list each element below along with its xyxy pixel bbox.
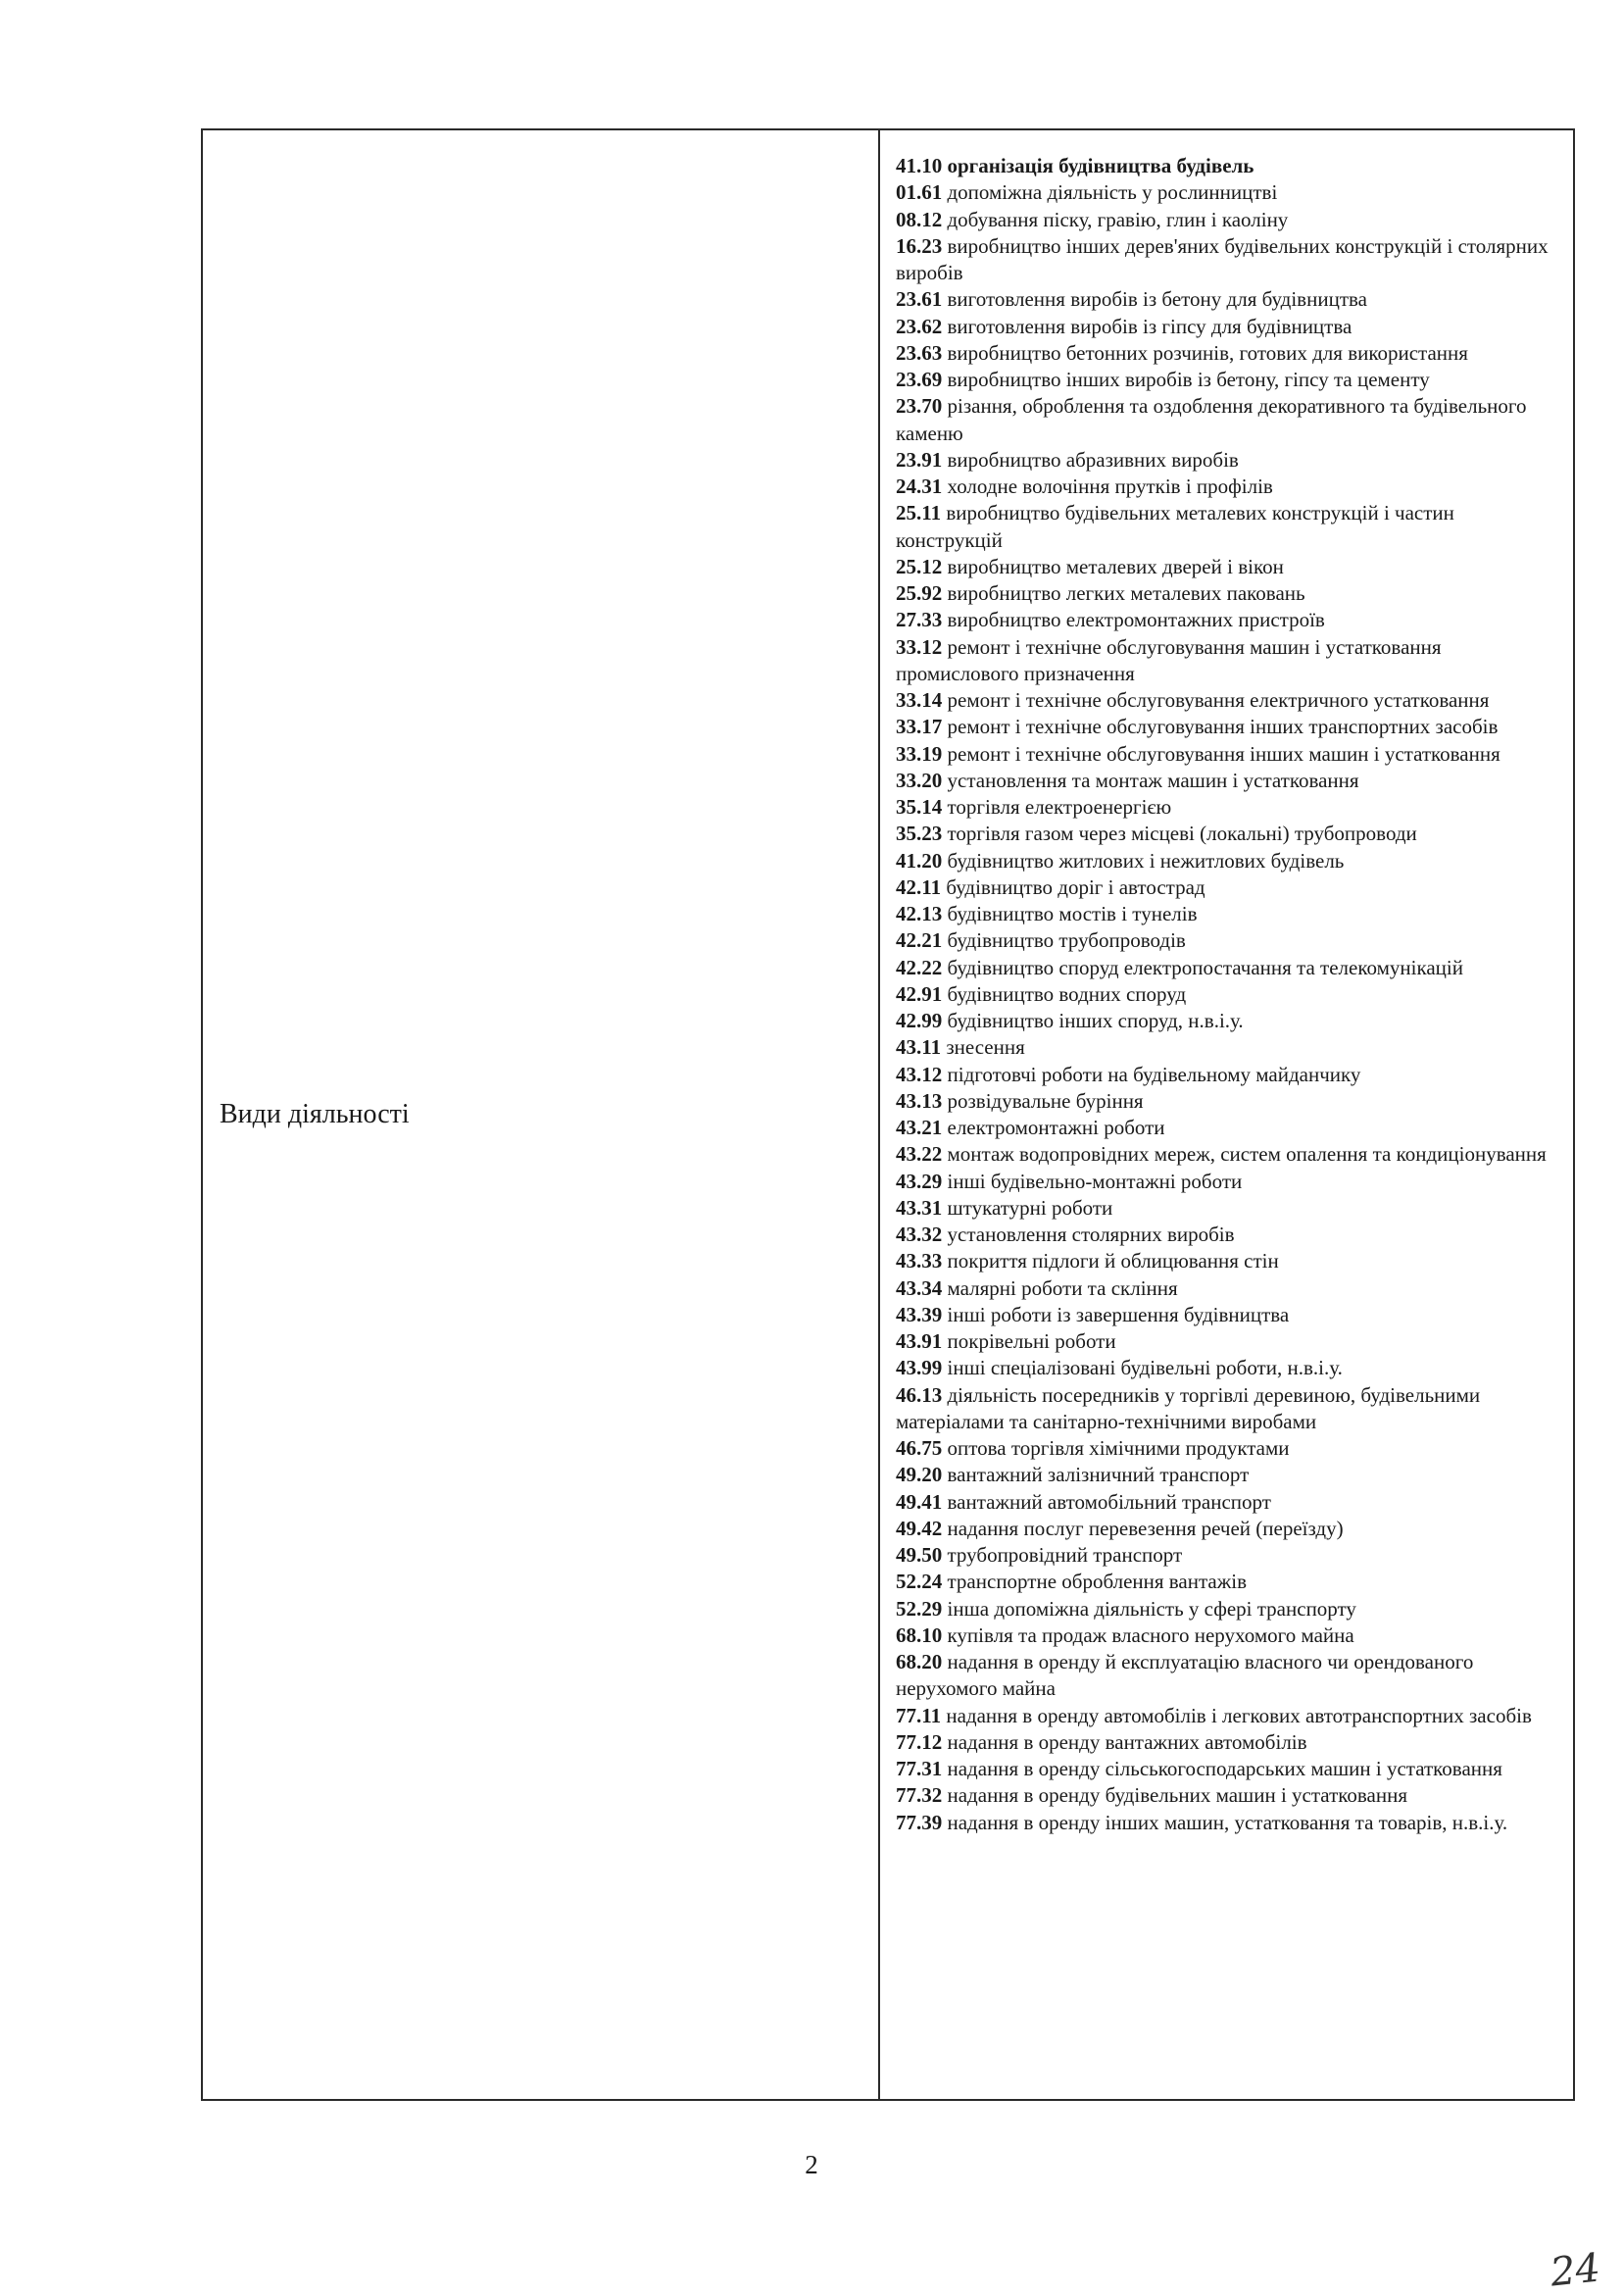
list-item <box>896 1302 1559 1328</box>
activity-text: різання, оброблення та оздоблення декоративного та будівельного каменю <box>896 394 1527 445</box>
list-item <box>896 1622 1559 1649</box>
activity-code: 46.13 <box>896 1382 943 1407</box>
activity-code: 43.11 <box>896 1035 942 1060</box>
list-item <box>896 474 1559 500</box>
activity-code: 43.32 <box>896 1223 943 1246</box>
activity-code: 77.12 <box>896 1729 943 1754</box>
activity-code: 33.17 <box>896 715 943 739</box>
list-item <box>896 1034 1559 1061</box>
activity-text: виготовлення виробів із бетону для будівництва <box>947 287 1367 312</box>
activity-text: допоміжна діяльність у рослинництві <box>947 180 1278 205</box>
activity-code: 23.70 <box>896 394 943 419</box>
list-item <box>896 955 1559 981</box>
activity-text: будівництво доріг і автострад <box>946 874 1205 899</box>
list-item <box>896 1275 1559 1302</box>
activity-code: 25.12 <box>896 554 943 578</box>
list-item <box>896 1489 1559 1516</box>
list-item <box>896 741 1559 768</box>
activity-code: 33.20 <box>896 768 943 792</box>
list-item <box>896 1115 1559 1141</box>
list-item <box>896 1782 1559 1809</box>
activity-text: будівництво житлових і нежитлових будівель <box>947 848 1345 873</box>
activities-cell <box>879 129 1574 2100</box>
activity-text: виготовлення виробів із гіпсу для будівництва <box>947 314 1352 338</box>
activity-text: виробництво металевих дверей і вікон <box>947 554 1284 578</box>
activity-code: 42.13 <box>896 902 943 925</box>
list-item <box>896 207 1559 233</box>
activity-code: 43.91 <box>896 1329 943 1353</box>
activity-text: надання послуг перевезення речей (переїзду) <box>947 1516 1344 1540</box>
activity-text: надання в оренду будівельних машин і устатковання <box>947 1783 1407 1808</box>
activity-code: 43.13 <box>896 1088 943 1113</box>
list-item <box>896 1703 1559 1729</box>
activity-code: 43.22 <box>896 1142 943 1167</box>
activity-code: 52.29 <box>896 1596 943 1621</box>
activity-text: виробництво інших дерев'яних будівельних конструкцій і столярних виробів <box>896 233 1549 284</box>
activity-code: 77.32 <box>896 1783 943 1808</box>
activity-code: 33.19 <box>896 741 943 766</box>
activity-text: надання в оренду вантажних автомобілів <box>947 1729 1307 1754</box>
handwritten-page-mark: 24 <box>1548 2245 1603 2296</box>
activity-text: ремонт і технічне обслуговування інших транспортних засобів <box>947 715 1499 739</box>
list-item <box>896 1462 1559 1488</box>
activity-text: холодне волочіння прутків і профілів <box>947 474 1273 498</box>
list-item <box>896 794 1559 821</box>
activity-code: 42.22 <box>896 955 943 979</box>
list-item <box>896 580 1559 607</box>
list-item <box>896 981 1559 1008</box>
list-item <box>896 687 1559 714</box>
activity-text: установлення та монтаж машин і устатковання <box>947 768 1359 792</box>
activity-text: надання в оренду сільськогосподарських машин і устатковання <box>947 1757 1502 1780</box>
list-item <box>896 1435 1559 1462</box>
activity-code: 35.14 <box>896 795 943 819</box>
activity-text: покрівельні роботи <box>947 1329 1116 1353</box>
list-item <box>896 1169 1559 1195</box>
activity-code: 43.39 <box>896 1302 943 1326</box>
activity-code: 27.33 <box>896 608 943 632</box>
activity-code: 42.91 <box>896 981 943 1006</box>
activity-code: 43.21 <box>896 1116 943 1139</box>
activity-text: надання в оренду й експлуатацію власного чи орендованого нерухомого майна <box>896 1650 1474 1701</box>
activity-code: 08.12 <box>896 207 943 231</box>
list-item <box>896 367 1559 393</box>
list-item <box>896 153 1559 179</box>
activity-text: будівництво трубопроводів <box>947 928 1186 953</box>
activity-text: добування піску, гравію, глин і каоліну <box>947 207 1289 231</box>
activity-code: 49.42 <box>896 1516 943 1540</box>
activity-text: торгівля електроенергією <box>947 795 1172 819</box>
activities-table <box>201 128 1575 2101</box>
activity-text: надання в оренду автомобілів і легкових автотранспортних засобів <box>946 1703 1532 1727</box>
activity-text: інші роботи із завершення будівництва <box>947 1302 1290 1326</box>
activity-text: установлення столярних виробів <box>947 1223 1235 1246</box>
list-item <box>896 1596 1559 1622</box>
list-item <box>896 1516 1559 1542</box>
list-item <box>896 768 1559 794</box>
list-item <box>896 821 1559 847</box>
activity-text: організація будівництва будівель <box>947 154 1254 177</box>
activity-code: 25.11 <box>896 501 942 525</box>
activity-text: транспортне оброблення вантажів <box>947 1570 1248 1594</box>
activity-code: 77.39 <box>896 1810 943 1834</box>
activity-text: малярні роботи та скління <box>947 1275 1178 1300</box>
list-item <box>896 1355 1559 1381</box>
list-item <box>896 179 1559 206</box>
activity-text: інші спеціалізовані будівельні роботи, н.в.і.у. <box>947 1356 1343 1380</box>
activity-text: купівля та продаж власного нерухомого майна <box>947 1622 1354 1647</box>
activity-text: діяльність посередників у торгівлі деревиною, будівельними матеріалами та санітарно-технічними виробами <box>896 1382 1481 1433</box>
activity-text: електромонтажні роботи <box>947 1116 1165 1139</box>
activity-text: трубопровідний транспорт <box>947 1543 1183 1567</box>
activity-code: 35.23 <box>896 822 943 846</box>
activity-code: 52.24 <box>896 1570 943 1594</box>
activity-text: будівництво споруд електропостачання та телекомунікацій <box>947 955 1463 979</box>
activity-text: інша допоміжна діяльність у сфері транспорту <box>947 1596 1356 1621</box>
activity-text: виробництво абразивних виробів <box>947 447 1239 472</box>
activity-code: 23.91 <box>896 447 943 472</box>
list-item <box>896 607 1559 633</box>
activity-text: торгівля газом через місцеві (локальні) трубопроводи <box>947 822 1417 846</box>
list-item <box>896 1195 1559 1222</box>
activity-text: знесення <box>946 1035 1025 1060</box>
activity-text: будівництво інших споруд, н.в.і.у. <box>947 1009 1244 1032</box>
activity-code: 43.12 <box>896 1062 943 1086</box>
list-item <box>896 1088 1559 1115</box>
list-item <box>896 874 1559 901</box>
activity-list <box>880 130 1573 1836</box>
activity-text: оптова торгівля хімічними продуктами <box>947 1436 1290 1460</box>
list-item <box>896 1141 1559 1168</box>
activity-text: інші будівельно-монтажні роботи <box>947 1169 1243 1193</box>
activity-code: 49.20 <box>896 1463 943 1487</box>
list-item <box>896 340 1559 367</box>
activity-code: 23.63 <box>896 340 943 365</box>
label-cell <box>202 129 879 2100</box>
list-item <box>896 1810 1559 1836</box>
activity-code: 43.29 <box>896 1169 943 1193</box>
activity-text: надання в оренду інших машин, устатковання та товарів, н.в.і.у. <box>947 1810 1508 1834</box>
activity-code: 43.34 <box>896 1275 943 1300</box>
activity-text: ремонт і технічне обслуговування інших машин і устатковання <box>947 741 1500 766</box>
activity-code: 41.10 <box>896 154 943 177</box>
activity-text: будівництво водних споруд <box>947 981 1187 1006</box>
activity-code: 25.92 <box>896 581 943 605</box>
list-item <box>896 1756 1559 1782</box>
activity-code: 42.99 <box>896 1009 943 1032</box>
activity-code: 68.20 <box>896 1650 943 1673</box>
activity-code: 68.10 <box>896 1622 943 1647</box>
list-item <box>896 901 1559 927</box>
activity-code: 33.14 <box>896 688 943 712</box>
activity-text: виробництво будівельних металевих конструкцій і частин конструкцій <box>896 501 1454 552</box>
activity-code: 33.12 <box>896 634 943 659</box>
list-item <box>896 1569 1559 1595</box>
activity-text: будівництво мостів і тунелів <box>947 902 1198 925</box>
list-item <box>896 714 1559 740</box>
activity-text: виробництво інших виробів із бетону, гіпсу та цементу <box>947 368 1430 391</box>
activity-code: 23.69 <box>896 368 943 391</box>
list-item <box>896 500 1559 554</box>
activity-code: 42.11 <box>896 874 942 899</box>
list-item <box>896 1649 1559 1703</box>
activity-code: 01.61 <box>896 180 943 205</box>
activity-code: 77.31 <box>896 1757 943 1780</box>
activity-text: виробництво бетонних розчинів, готових для використання <box>947 340 1468 365</box>
activity-text: виробництво електромонтажних пристроїв <box>947 608 1325 632</box>
activity-code: 16.23 <box>896 233 943 258</box>
activity-text: ремонт і технічне обслуговування машин і устатковання промислового призначення <box>896 634 1442 685</box>
list-item <box>896 848 1559 874</box>
list-item <box>896 634 1559 688</box>
activity-text: розвідувальне буріння <box>947 1088 1144 1113</box>
activity-text: вантажний залізничний транспорт <box>947 1463 1250 1487</box>
activity-code: 49.41 <box>896 1489 943 1514</box>
activity-code: 43.31 <box>896 1195 943 1220</box>
activity-text: покриття підлоги й облицювання стін <box>947 1249 1279 1273</box>
list-item <box>896 1328 1559 1355</box>
list-item <box>896 233 1559 287</box>
list-item <box>896 393 1559 447</box>
activity-code: 43.99 <box>896 1356 943 1380</box>
activity-text: штукатурні роботи <box>947 1195 1113 1220</box>
list-item <box>896 447 1559 474</box>
page-number: 2 <box>805 2150 818 2179</box>
activity-text: виробництво легких металевих паковань <box>947 581 1305 605</box>
activity-text: монтаж водопровідних мереж, систем опалення та кондиціонування <box>947 1142 1547 1167</box>
activity-code: 23.61 <box>896 287 943 312</box>
list-item <box>896 1542 1559 1569</box>
list-item <box>896 1062 1559 1088</box>
activity-code: 77.11 <box>896 1703 942 1727</box>
activity-code: 49.50 <box>896 1543 943 1567</box>
list-item <box>896 1729 1559 1756</box>
list-item <box>896 554 1559 580</box>
activity-code: 41.20 <box>896 848 943 873</box>
list-item <box>896 1382 1559 1436</box>
activity-code: 46.75 <box>896 1436 943 1460</box>
activity-code: 23.62 <box>896 314 943 338</box>
table-row <box>202 129 1574 2100</box>
list-item <box>896 1248 1559 1274</box>
activity-code: 42.21 <box>896 928 943 953</box>
activity-text: ремонт і технічне обслуговування електричного устатковання <box>947 688 1490 712</box>
list-item <box>896 1222 1559 1248</box>
list-item <box>896 1008 1559 1034</box>
activity-text: вантажний автомобільний транспорт <box>947 1489 1271 1514</box>
activity-text: підготовчі роботи на будівельному майданчику <box>947 1062 1361 1086</box>
row-label: Види діяльності <box>220 1099 410 1129</box>
list-item <box>896 927 1559 954</box>
activity-code: 24.31 <box>896 474 943 498</box>
activity-code: 43.33 <box>896 1249 943 1273</box>
list-item <box>896 286 1559 313</box>
list-item <box>896 314 1559 340</box>
